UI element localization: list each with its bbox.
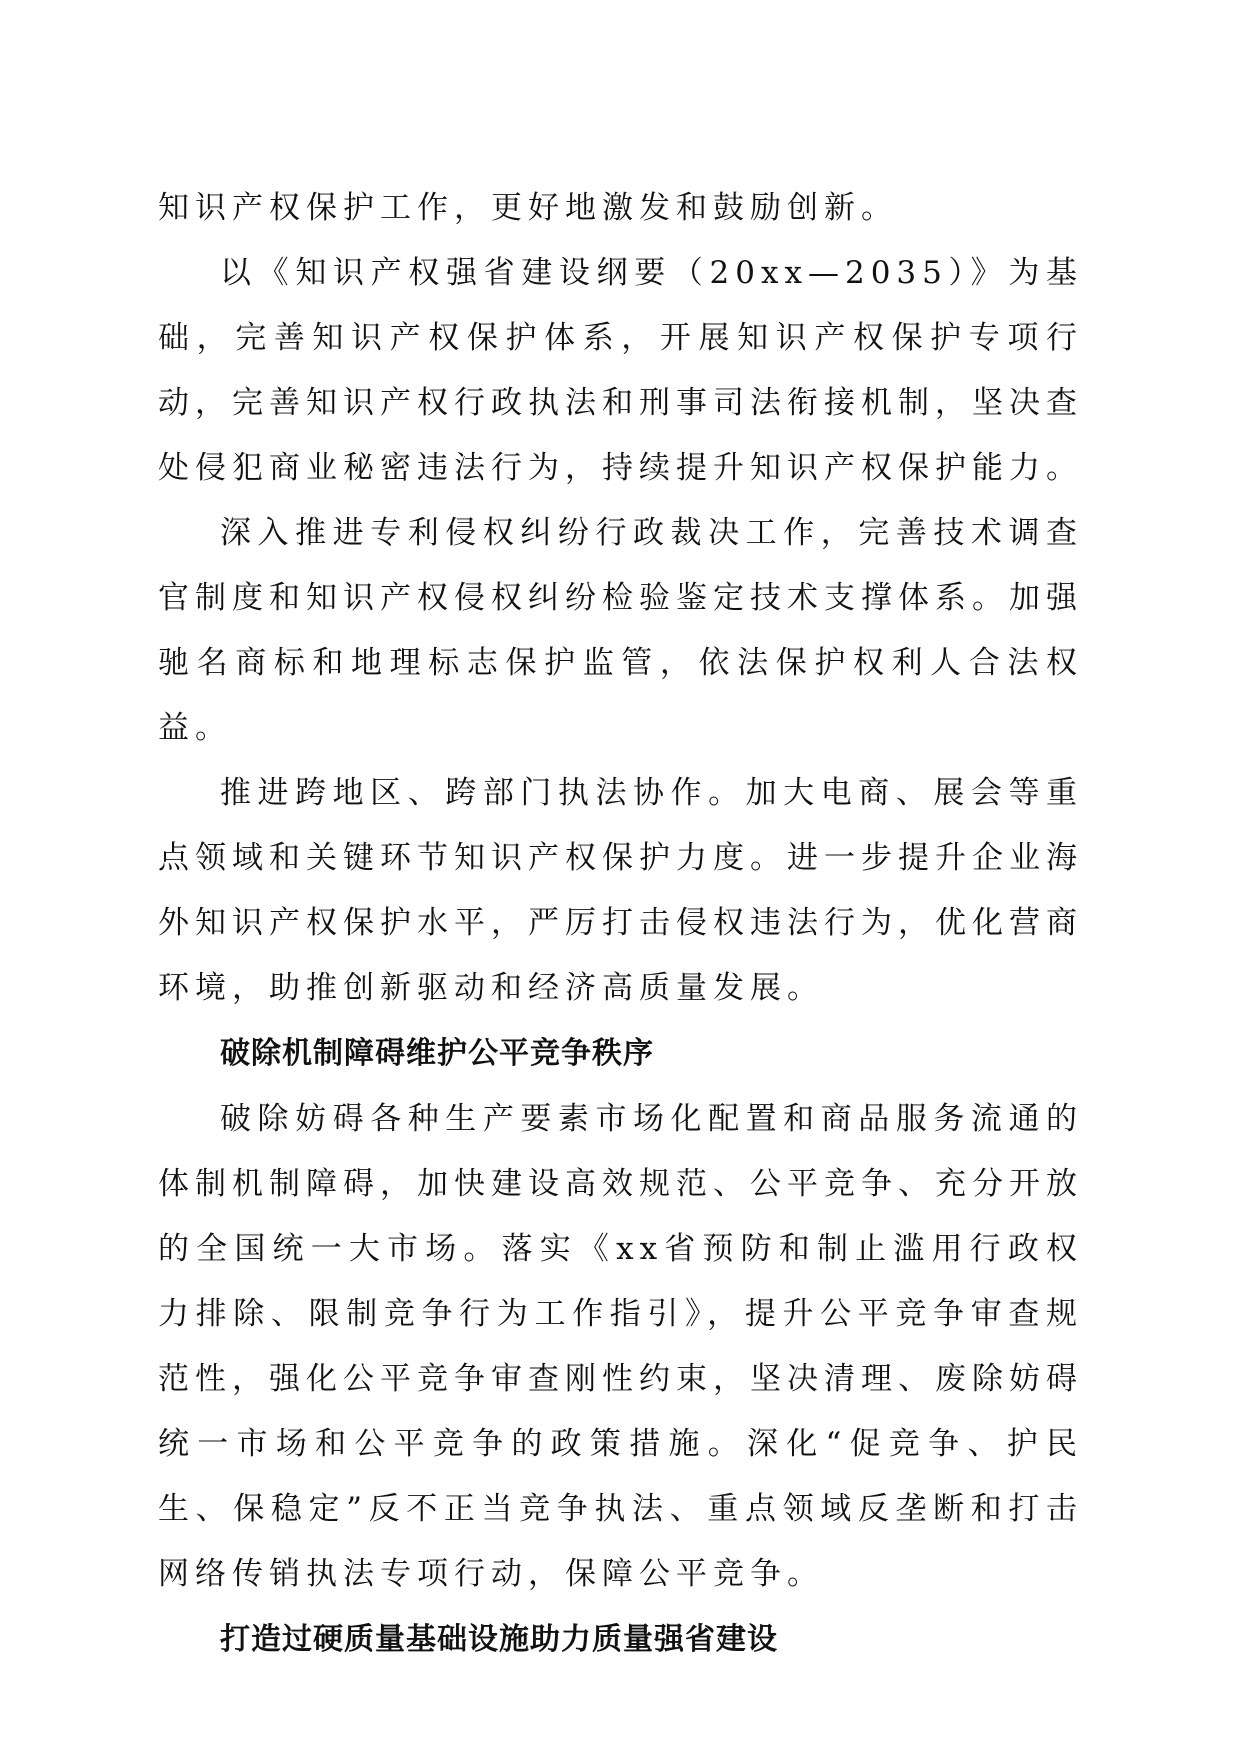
section-heading-fair-competition: 破除机制障碍维护公平竞争秩序 xyxy=(220,1036,654,1071)
document-body xyxy=(158,176,1083,1673)
paragraph-patent-ruling: 深入推进专利侵权纠纷行政裁决工作，完善技术调查官制度和知识产权侵权纠纷检验鉴定技术支撑体系。加强驰名商标和地理标志保护监管，依法保护权利人合法权益。 xyxy=(158,515,1083,746)
section-heading-quality-infrastructure: 打造过硬质量基础设施助力质量强省建设 xyxy=(220,1622,778,1657)
paragraph-fair-competition: 破除妨碍各种生产要素市场化配置和商品服务流通的体制机制障碍，加快建设高效规范、公平竞争、充分开放的全国统一大市场。落实《xx省预防和制止滥用行政权力排除、限制竞争行为工作指引》，提升公平竞争审查规范性，强化公平竞争审查刚性约束，坚决清理、废除妨碍统一市场和公平竞争的政策措施。深化“促竞争、护民生、保稳定”反不正当竞争执法、重点领域反垄断和打击网络传销执法专项行动，保障公平竞争。 xyxy=(158,1101,1083,1592)
paragraph-ip-outline: 以《知识产权强省建设纲要（20xx—2035）》为基础，完善知识产权保护体系，开展知识产权保护专项行动，完善知识产权行政执法和刑事司法衔接机制，坚决查处侵犯商业秘密违法行为，持续提升知识产权保护能力。 xyxy=(158,255,1083,486)
paragraph-cross-region: 推进跨地区、跨部门执法协作。加大电商、展会等重点领域和关键环节知识产权保护力度。进一步提升企业海外知识产权保护水平，严厉打击侵权违法行为，优化营商环境，助推创新驱动和经济高质量发展。 xyxy=(158,775,1083,1006)
paragraph-continuation: 知识产权保护工作，更好地激发和鼓励创新。 xyxy=(158,190,898,226)
